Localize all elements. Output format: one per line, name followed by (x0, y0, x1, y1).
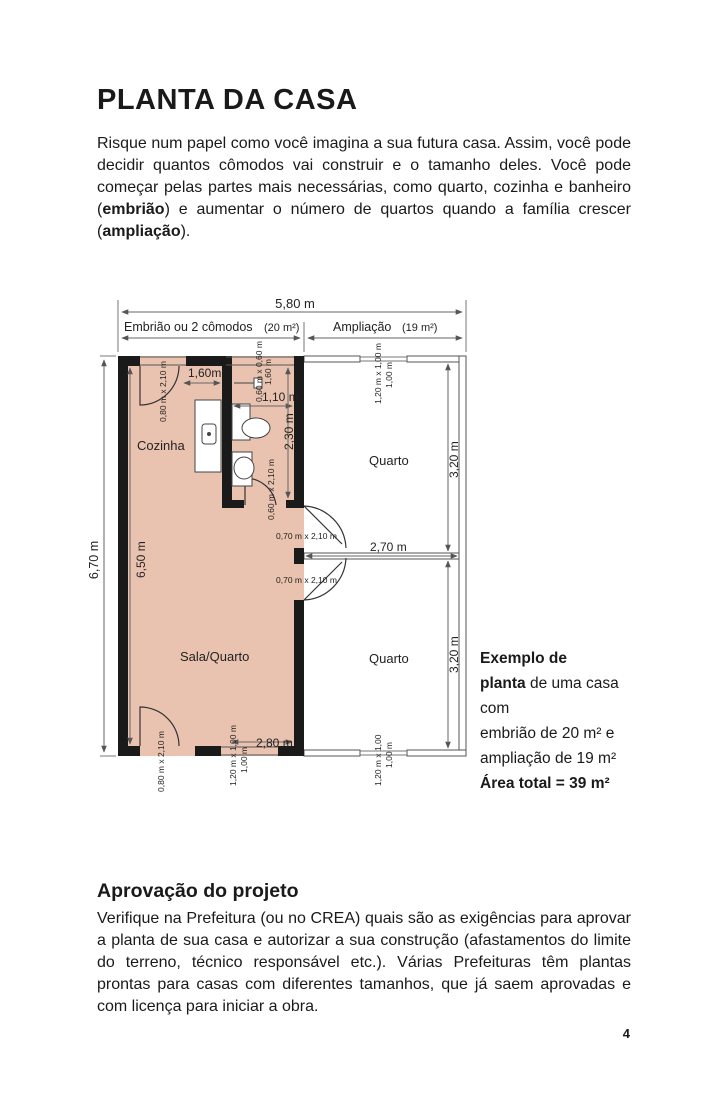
caption-text-4: ampliação de 19 m² (480, 750, 617, 767)
dim-280: 2,80 m (256, 736, 293, 750)
spec-door-banheiro: 0,60 m x 2,10 m (266, 459, 276, 520)
intro-bold-ampliacao: ampliação (102, 223, 181, 240)
dim-total-width: 5,80 m (275, 296, 315, 311)
dim-total-height: 6,70 m (87, 540, 101, 580)
label-embriao: Embrião ou 2 cômodos (124, 320, 253, 334)
dim-320-top: 3,20 m (447, 441, 461, 478)
section-body: Verifique na Prefeitura (ou no CREA) quais são as exigências para aprovar a planta de sua casa e autorizar a sua construção (afastamentos do limite do terreno, técnico responsável etc.). Várias Prefeituras têm plantas prontas para casas com diferentes tamanhos, que já saem aprovadas e com licença para iniciar a obra. (97, 910, 631, 1015)
intro-bold-embriao: embrião (102, 201, 165, 218)
section-heading: Aprovação do projeto (97, 880, 299, 902)
room-quarto-top: Quarto (369, 453, 409, 468)
room-quarto-bottom: Quarto (369, 651, 409, 666)
spec-window-sala-a: 1,20 m x 1,00 m (228, 725, 238, 786)
spec-window-banheiro-b: 1,60 m (263, 359, 273, 385)
dim-embriao-height: 6,50 m (134, 541, 148, 578)
caption-total-area: Área total = 39 m² (480, 775, 610, 792)
dim-110: 1,10 m (262, 390, 299, 404)
caption-text-1: de uma casa (525, 675, 619, 692)
label-ampliacao-area: (19 m²) (402, 322, 438, 334)
caption-bold-1: Exemplo de (480, 650, 567, 667)
label-embriao-area: (20 m²) (264, 322, 300, 334)
caption-text-2: com (480, 700, 510, 717)
intro-text-2: ) e aumentar o número de quartos quando a família crescer ( (97, 201, 631, 240)
page-title: PLANTA DA CASA (97, 84, 358, 116)
intro-text-3: ). (180, 223, 191, 240)
washbasin-icon (234, 457, 254, 479)
spec-door-cozinha: 0,80 m x 2,10 m (158, 361, 168, 422)
caption-text-3: embrião de 20 m² e (480, 725, 615, 742)
dim-320-bottom: 3,20 m (447, 636, 461, 673)
dim-270: 2,70 m (370, 540, 407, 554)
room-sala-quarto: Sala/Quarto (180, 649, 250, 664)
spec-door-quarto1: 0,70 m x 2,10 m (276, 531, 337, 541)
dim-160: 1,60m (188, 366, 222, 380)
spec-window-banheiro-a: 0,60 m x 0,60 m (254, 341, 264, 402)
label-ampliacao: Ampliação (333, 320, 392, 334)
dim-230: 2,30 m (282, 413, 296, 450)
spec-door-quarto2: 0,70 m x 2,10 m (276, 575, 337, 585)
spec-window-sala-b: 1,00 m (239, 747, 249, 773)
room-cozinha: Cozinha (137, 438, 185, 453)
caption-bold-2: planta (480, 675, 526, 692)
toilet-icon (242, 418, 270, 438)
page-number: 4 (622, 1026, 630, 1041)
plan-caption (480, 646, 640, 796)
spec-door-entrada: 0,80 m x 2,10 m (156, 731, 166, 792)
intro-text-1: Risque num papel como você imagina a sua futura casa. Assim, você pode decidir quantos cômodos vai construir e o tamanho deles. Você pode começar pelas partes mais necessárias, como quarto, cozinha e banheiro ( (97, 135, 631, 218)
spec-window-quarto-bot-a: 1,20 m x 1,00 (373, 734, 383, 786)
spec-window-quarto-top-a: 1,20 m x 1,00 m (373, 343, 383, 404)
spec-window-quarto-bot-b: 1,00 m (384, 742, 394, 768)
spec-window-quarto-top-b: 1,00 m (384, 362, 394, 388)
